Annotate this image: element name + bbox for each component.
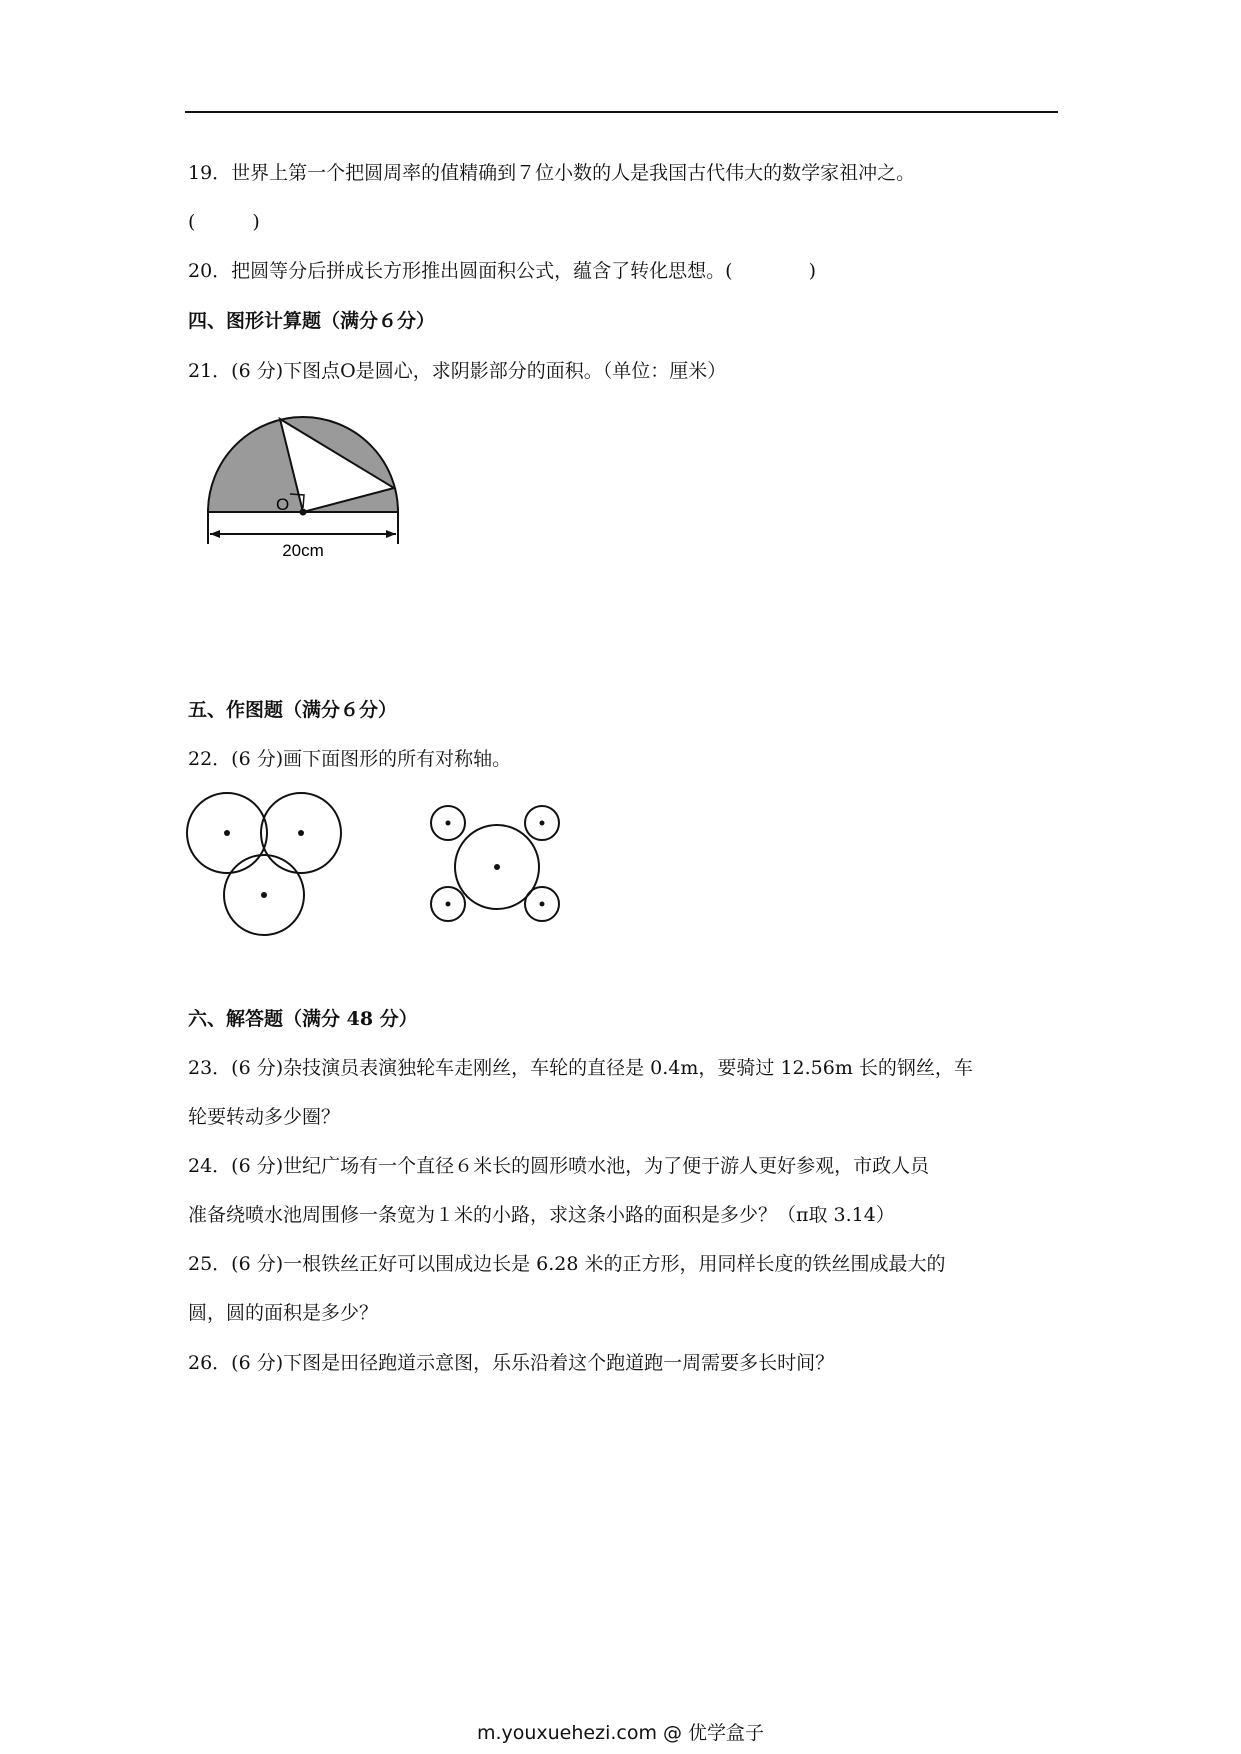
center-label: O	[276, 495, 290, 514]
center-dot	[494, 864, 500, 870]
center-dot	[261, 892, 267, 898]
question-20: 20．把圆等分后拼成长方形推出圆面积公式，蕴含了转化思想。( )	[188, 260, 817, 282]
center-dot	[540, 821, 545, 826]
center-dot	[224, 830, 230, 836]
question-21: 21．(6 分)下图点O是圆心，求阴影部分的面积。（单位：厘米）	[188, 360, 727, 382]
header-rule	[185, 111, 1058, 113]
question-23-line2: 轮要转动多少圈？	[188, 1106, 341, 1128]
center-dot	[298, 830, 304, 836]
dimension-arrow-right	[386, 530, 396, 538]
question-26: 26．(6 分)下图是田径跑道示意图，乐乐沿着这个跑道跑一周需要多长时间？	[188, 1352, 835, 1374]
figure-22-circle-with-corners	[430, 800, 565, 935]
dimension-arrow-left	[210, 530, 220, 538]
question-25-line2: 圆，圆的面积是多少？	[188, 1302, 379, 1324]
question-24-line2: 准备绕喷水池周围修一条宽为１米的小路，求这条小路的面积是多少？（π取 3.14）	[188, 1204, 895, 1226]
center-dot	[540, 902, 545, 907]
section-5-heading: 五、作图题（满分６分）	[188, 699, 398, 721]
section-6-heading: 六、解答题（满分 48 分）	[188, 1008, 418, 1030]
center-dot	[446, 821, 451, 826]
question-19-line1: 19．世界上第一个把圆周率的值精确到７位小数的人是我国古代伟大的数学家祖冲之。	[188, 162, 916, 184]
question-23-line1: 23．(6 分)杂技演员表演独轮车走刚丝，车轮的直径是 0.4m，要骑过 12.56m 长的钢丝，车	[188, 1057, 973, 1079]
figure-22-three-circles	[180, 785, 350, 945]
center-dot	[446, 902, 451, 907]
width-label: 20cm	[282, 541, 324, 560]
section-4-heading: 四、图形计算题（满分６分）	[188, 310, 436, 332]
question-22: 22．(6 分)画下面图形的所有对称轴。	[188, 748, 512, 770]
question-25-line1: 25．(6 分)一根铁丝正好可以围成边长是 6.28 米的正方形，用同样长度的铁丝围成最大的	[188, 1253, 946, 1275]
figure-21-semicircle	[200, 410, 415, 560]
question-24-line1: 24．(6 分)世纪广场有一个直径６米长的圆形喷水池，为了便于游人更好参观，市政人员	[188, 1155, 930, 1177]
question-19-answer-blank: ( )	[188, 211, 260, 233]
footer-watermark: m.youxuehezi.com @ 优学盒子	[476, 1722, 765, 1744]
center-point	[300, 509, 307, 516]
